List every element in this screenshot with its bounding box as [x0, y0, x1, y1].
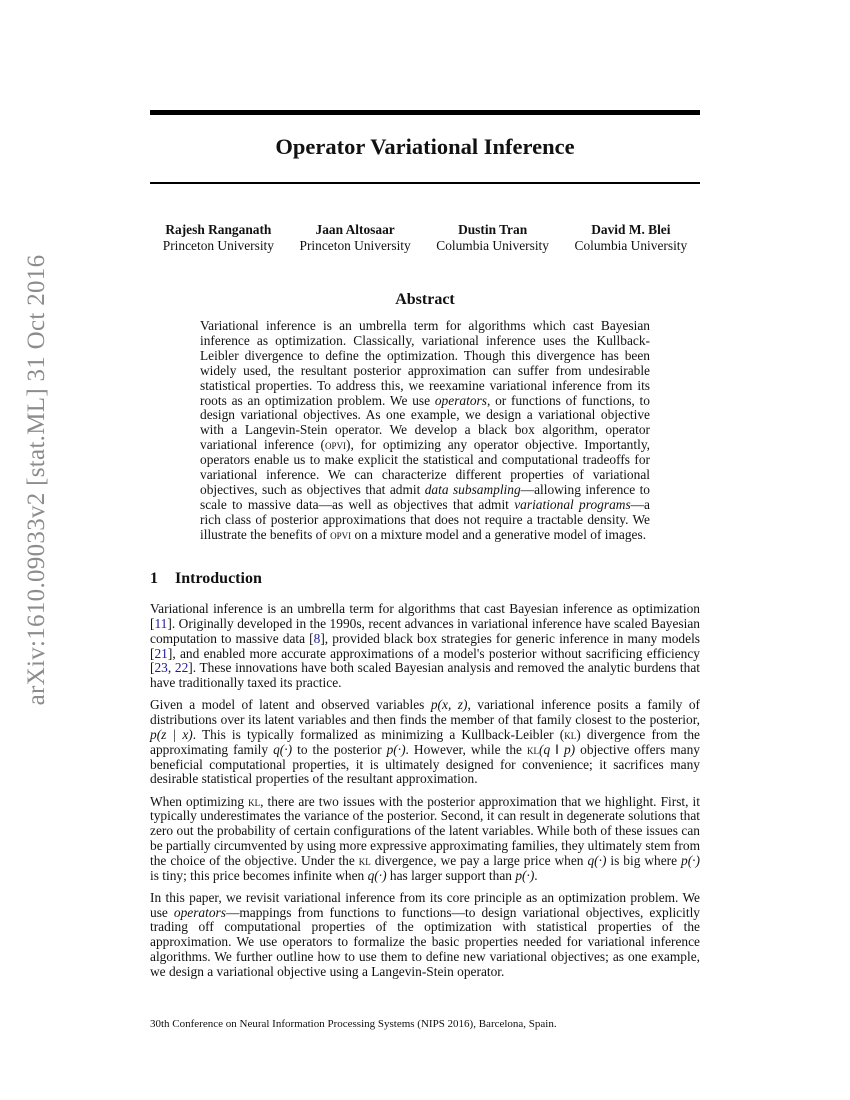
math-expression: p(·) [681, 852, 700, 868]
text-run: ]. These innovations have both scaled Bayesian analysis and removed the analytic burdens that have traditionally taxed its practice. [150, 660, 700, 691]
author-name: Rajesh Ranganath [165, 222, 272, 237]
arxiv-identifier-stamp: arXiv:1610.09033v2 [stat.ML] 31 Oct 2016 [23, 254, 50, 706]
text-run: Given a model of latent and observed variables [150, 697, 431, 713]
abstract-emphasis: variational programs [514, 496, 631, 512]
paragraph [150, 698, 700, 787]
abstract-text-run: on a mixture model and a generative model of images. [351, 526, 647, 542]
text-run: ]. Originally developed in the 1990s, recent advances in variational inference have scaled Bayesian computation to massive data [ [150, 615, 700, 646]
text-run: divergence, we pay a large price when [370, 852, 588, 868]
math-expression: q(·) [367, 867, 387, 883]
text-run: In this paper, we revisit variational inference from its core principle as an optimization problem. We use [150, 889, 700, 920]
abstract-text-run: , or functions of functions, to design variational objectives. As one example, we design a variational objective with a Langevin-Stein operator. We develop a black box algorithm, operator variational inference ( [200, 392, 650, 453]
citation-link[interactable]: 22 [174, 660, 189, 676]
introduction-body [150, 602, 700, 987]
text-run: —mappings from functions to functions—to design variational objectives, explicitly trading off computational properties of the optimization with statistical properties of the approximation. We use operators to formalize the basic properties needed for variational inference algorithms. We further outline how to use them to define new variational objectives; as one example, we design a variational objective using a Langevin-Stein operator. [150, 904, 700, 979]
author-block [300, 222, 411, 254]
acronym: kl [248, 793, 261, 809]
author-affiliation: Columbia University [574, 238, 688, 253]
text-run: , variational inference posits a family of distributions over its latent variables and then finds the member of that family closest to the posterior, [150, 697, 700, 728]
abstract-heading: Abstract [395, 291, 455, 308]
abstract-text-run: —allowing inference to scale to massive data—as well as objectives that admit [200, 481, 650, 512]
section-number: 1 [150, 570, 158, 587]
text-run: , there are two issues with the posterior approximation that we highlight. First, it typically underestimates the variance of the posterior. Second, it can result in degenerate solutions that zero out the probability of certain configurations of the latent variables. While both of these issues can be partially circumvented by using more expressive approximating families, they ultimately stem from the choice of the objective. Under the [150, 793, 700, 868]
author-block [163, 222, 274, 254]
text-run: When optimizing [150, 793, 249, 809]
text-run: . However, while the [405, 741, 527, 757]
abstract-text-run: ), for optimizing any operator objective. Importantly, operators enable us to make explicit the statistical and computational tradeoffs for variational inference. We can characterize different properties of variational objectives, such as objectives that admit [200, 437, 650, 497]
paragraph [150, 891, 700, 980]
title-bottom-rule [150, 182, 700, 184]
text-run: ], provided black box strategies for generic inference in many models [ [150, 630, 700, 661]
abstract-emphasis: data subsampling [424, 481, 521, 497]
text-run: Variational inference is an umbrella term for algorithms that cast Bayesian inference as optimization [ [150, 601, 700, 631]
paper-title: Operator Variational Inference [275, 134, 575, 159]
math-expression: p(z | x) [150, 726, 193, 742]
abstract-emphasis: operators [434, 392, 487, 408]
paragraph [150, 795, 700, 884]
citation-link[interactable]: 11 [154, 615, 168, 631]
abstract-acronym: opvi [330, 526, 352, 542]
math-expression: q(·) [273, 741, 293, 757]
paragraph [150, 602, 700, 691]
text-run: ], and enabled more accurate approximations of a model's posterior without sacrificing efficiency [ [150, 645, 700, 676]
author-name: Dustin Tran [458, 222, 528, 237]
text-run: has larger support than [386, 867, 516, 883]
section-heading-introduction [150, 570, 262, 588]
acronym: kl [564, 726, 577, 742]
abstract-text [200, 319, 650, 543]
text-run: objective offers many beneficial computational properties, it is ultimately designed for convenience; it sacrifices many desirable statistical properties of the resultant approximation. [150, 741, 700, 787]
math-expression: p(·) [386, 741, 406, 757]
text-run: is tiny; this price becomes infinite when [150, 867, 368, 883]
citation-link[interactable]: 23 [154, 660, 168, 676]
citation-link[interactable]: 8 [313, 630, 321, 646]
math-expression: p(·) [515, 867, 535, 883]
citation-link[interactable]: 21 [154, 645, 168, 661]
text-run: . This is typically formalized as minimizing a Kullback-Leibler ( [192, 726, 565, 742]
abstract-text-run: Variational inference is an umbrella term for algorithms which cast Bayesian inference as optimization. Classically, variational inference uses the Kullback-Leibler divergence to define the optimization. Though this divergence has been widely used, the resultant posterior approximation can suffer from undesirable statistical properties. To address this, we reexamine variational inference from its roots as an optimization problem. We use [200, 318, 650, 408]
text-run: ) divergence from the approximating family [150, 726, 700, 757]
math-expression: p(x, z) [430, 697, 468, 713]
acronym: kl [526, 741, 539, 757]
author-block [575, 222, 688, 254]
math-expression: q(·) [587, 852, 607, 868]
author-affiliation: Princeton University [299, 238, 411, 253]
author-name: David M. Blei [591, 222, 671, 237]
title-top-rule [150, 110, 700, 115]
author-name: Jaan Altosaar [315, 222, 395, 237]
author-affiliation: Princeton University [162, 238, 274, 253]
text-run: . [534, 867, 538, 883]
acronym: kl [358, 852, 371, 868]
abstract-text-run: —a rich class of posterior approximations that does not require a tractable density. We illustrate the benefits of [200, 496, 650, 542]
author-affiliation: Columbia University [436, 238, 549, 253]
text-run: is big where [606, 852, 682, 868]
emphasis: operators [173, 904, 226, 920]
author-list [150, 222, 700, 254]
section-title: Introduction [175, 570, 262, 587]
text-run: , [167, 660, 175, 676]
math-expression: (q ‖ p) [538, 741, 576, 757]
abstract-acronym: opvi [325, 437, 347, 453]
conference-footnote: 30th Conference on Neural Information Processing Systems (NIPS 2016), Barcelona, Spain. [150, 1018, 557, 1030]
author-block [436, 222, 549, 254]
text-run: to the posterior [292, 741, 387, 757]
